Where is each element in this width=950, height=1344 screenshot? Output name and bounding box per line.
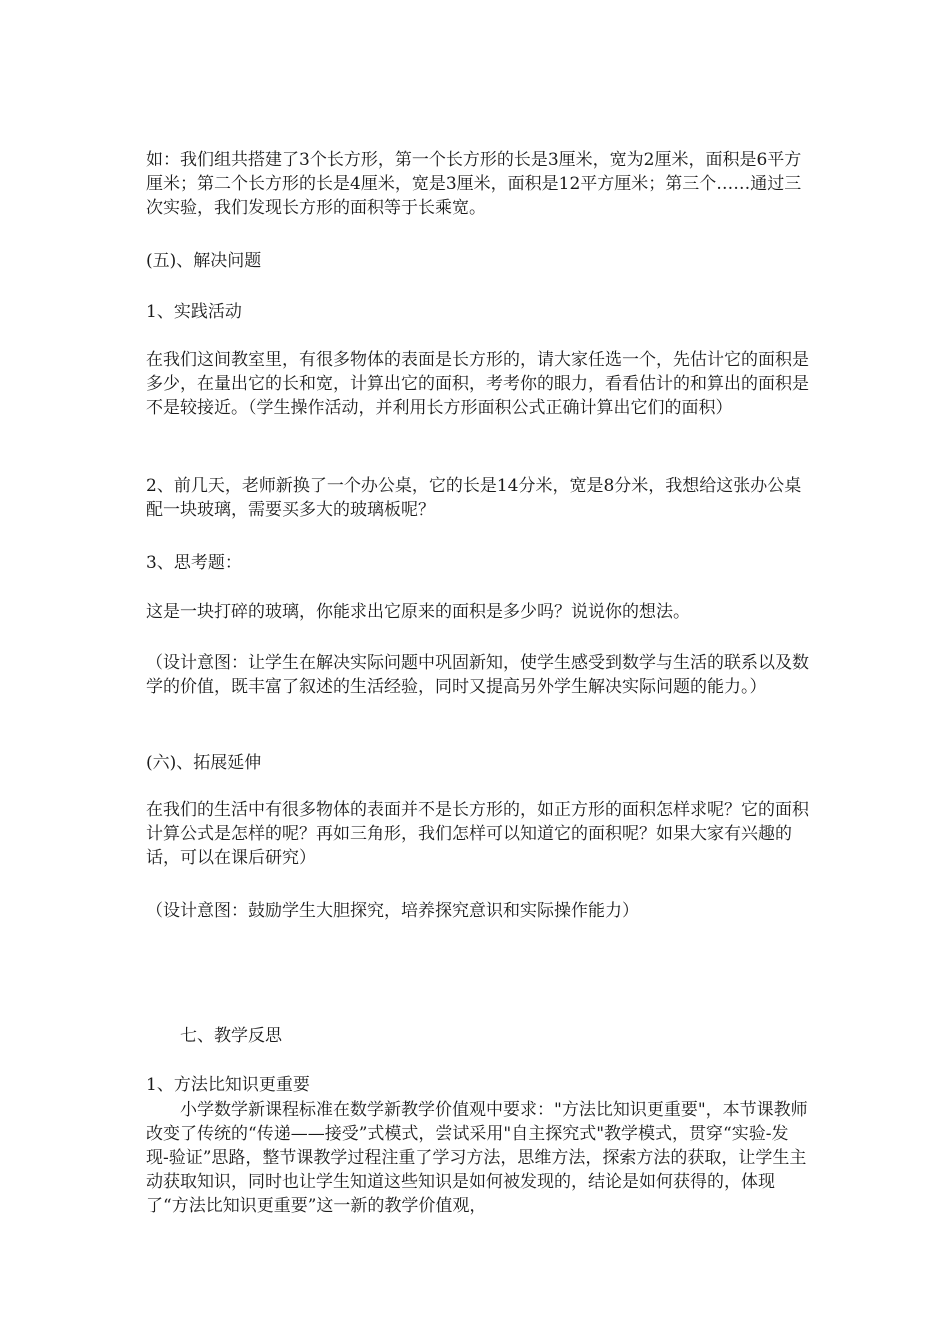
subheading-thinking-question: 3、思考题： — [146, 553, 242, 573]
paragraph-design-intent-1: （设计意图：让学生在解决实际问题中巩固新知，使学生感受到数学与生活的联系以及数学的价值，既丰富了叙述的生活经验，同时又提高另外学生解决实际问题的能力。） — [146, 653, 809, 697]
section-heading-solve-problems: (五)、解决问题 — [146, 251, 262, 271]
paragraph-experiment-example: 如：我们组共搭建了3个长方形，第一个长方形的长是3厘米，宽为2厘米，面积是6平方厘米；第二个长方形的长是4厘米，宽是3厘米，面积是12平方厘米；第三个……通过三次实验，我们发现长方形的面积等于长乘宽。 — [146, 150, 802, 218]
section-heading-extension: (六)、拓展延伸 — [146, 753, 262, 773]
subheading-practice-activity: 1、实践活动 — [146, 302, 242, 322]
paragraph-extension-question: 在我们的生活中有很多物体的表面并不是长方形的，如正方形的面积怎样求呢？它的面积计算公式是怎样的呢？再如三角形，我们怎样可以知道它的面积呢？如果大家有兴趣的话，可以在课后研究） — [146, 800, 809, 868]
section-heading-reflection: 七、教学反思 — [180, 1026, 282, 1046]
subheading-method-over-knowledge: 1、方法比知识更重要 — [146, 1075, 310, 1095]
paragraph-classroom-activity: 在我们这间教室里，有很多物体的表面是长方形的，请大家任选一个，先估计它的面积是多少，在量出它的长和宽，计算出它的面积，考考你的眼力，看看估计的和算出的面积是不是较接近。（学生操作活动，并利用长方形面积公式正确计算出它们的面积） — [146, 350, 809, 418]
paragraph-broken-glass: 这是一块打碎的玻璃，你能求出它原来的面积是多少吗？说说你的想法。 — [146, 602, 690, 622]
paragraph-desk-glass-problem: 2、前几天，老师新换了一个办公桌，它的长是14分米，宽是8分米，我想给这张办公桌配一块玻璃，需要买多大的玻璃板呢？ — [146, 476, 802, 520]
paragraph-reflection-body: 小学数学新课程标准在数学新教学价值观中要求："方法比知识更重要"，本节课教师改变了传统的“传递——接受”式模式，尝试采用"自主探究式"教学模式，贯穿“实验-发现-验证”思路，整节课教学过程注重了学习方法，思维方法，探索方法的获取，让学生主动获取知识，同时也让学生知道这些知识是如何被发现的，结论是如何获得的，体现了“方法比知识更重要”这一新的教学价值观， — [146, 1100, 808, 1216]
paragraph-design-intent-2: （设计意图：鼓励学生大胆探究，培养探究意识和实际操作能力） — [146, 901, 639, 921]
